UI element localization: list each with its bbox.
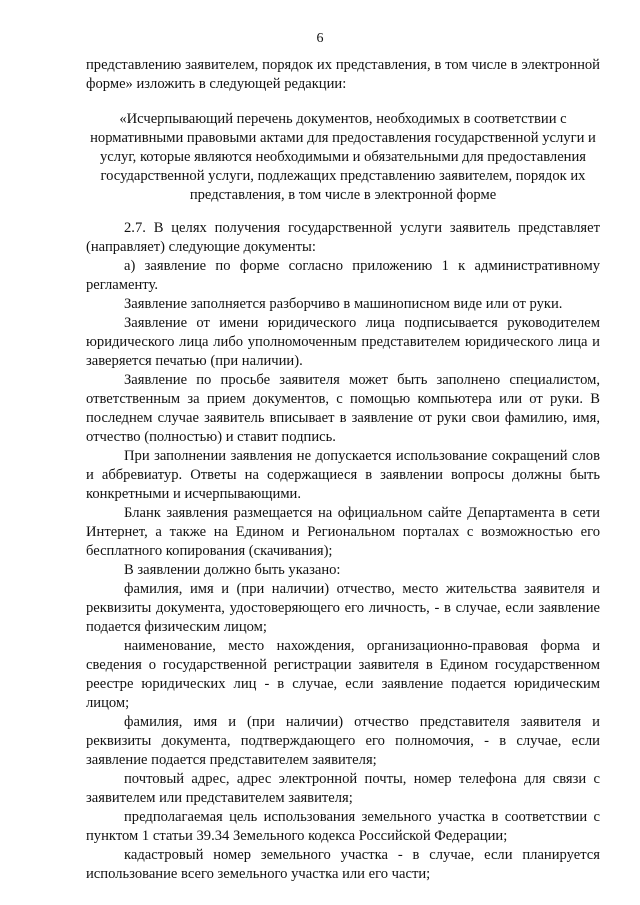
page-number: 6 [316,31,324,46]
list-item-purpose: предполагаемая цель использования земельного участка в соответствии с пунктом 1 статьи 39.34 Земельного кодекса Российской Федерации; [86,809,600,844]
paragraph-specialist-fill: Заявление по просьбе заявителя может быть заполнено специалистом, ответственным за прием документов, с помощью компьютера или от руки. В последнем случае заявитель вписывает в заявление от руки свои фамилию, имя, отчество (полностью) и ставит подпись. [86,372,600,445]
paragraph-must-contain: В заявлении должно быть указано: [124,562,341,578]
paragraph-2-7: 2.7. В целях получения государственной услуги заявитель представляет (направляет) следующие документы: [86,220,600,255]
list-item-individual: фамилия, имя и (при наличии) отчество, место жительства заявителя и реквизиты документа, удостоверяющего его личность, - в случае, если заявление подается физическим лицом; [86,581,600,635]
list-item-legal-entity: наименование, место нахождения, организационно-правовая форма и сведения о государственной регистрации заявителя в Едином государственном реестре юридических лиц - в случае, если заявление подается юридическим лицом; [86,638,600,711]
paragraph-quoted-heading: «Исчерпывающий перечень документов, необходимых в соответствии с нормативными правовыми актами для предоставления государственной услуги и услуг, которые являются необходимыми и обязательными для предоставления государственной услуги, подлежащих представлению заявителем, порядок их представления, в том числе в электронной форме [90,111,596,203]
list-item-representative: фамилия, имя и (при наличии) отчество представителя заявителя и реквизиты документа, подтверждающего его полномочия, - в случае, если заявление подается представителем заявителя; [86,714,600,768]
paragraph-no-abbreviations: При заполнении заявления не допускается использование сокращений слов и аббревиатур. Ответы на содержащиеся в заявлении вопросы должны быть конкретными и исчерпывающими. [86,448,600,502]
paragraph-form-availability: Бланк заявления размещается на официальном сайте Департамента в сети Интернет, а также на Едином и Региональном порталах с возможностью его бесплатного копирования (скачивания); [86,505,600,559]
paragraph-legal-entity-signature: Заявление от имени юридического лица подписывается руководителем юридического лица либо уполномоченным представителем юридического лица и заверяется печатью (при наличии). [86,315,600,369]
list-item-cadastral-number: кадастровый номер земельного участка - в случае, если планируется использование всего земельного участка или его части; [86,847,600,882]
list-item-contacts: почтовый адрес, адрес электронной почты, номер телефона для связи с заявителем или представителем заявителя; [86,771,600,806]
paragraph-intro: представлению заявителем, порядок их представления, в том числе в электронной форме» изложить в следующей редакции: [86,57,600,92]
paragraph-fill-method: Заявление заполняется разборчиво в машинописном виде или от руки. [124,296,563,312]
document-body [86,56,600,884]
paragraph-item-a: а) заявление по форме согласно приложению 1 к административному регламенту. [86,258,600,293]
